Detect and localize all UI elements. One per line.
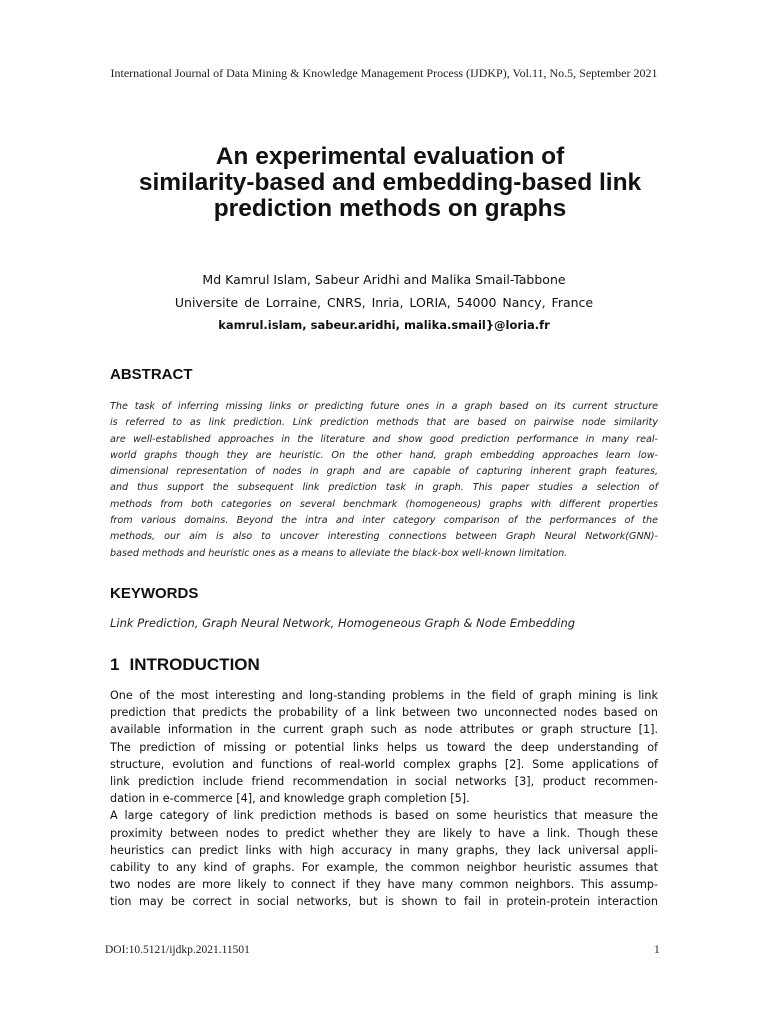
abstract-heading: ABSTRACT [110, 366, 193, 383]
title-line: similarity-based and embedding-based link [138, 169, 642, 196]
keywords-list: Link Prediction, Graph Neural Network, Homogeneous Graph & Node Embedding [110, 616, 576, 630]
introduction-heading [110, 655, 260, 675]
abstract-line: world graphs though they are heuristic. On the other hand, graph embedding approaches learn low- [110, 449, 658, 461]
body-line: dation in e-commerce [4], and knowledge graph completion [5]. [110, 792, 470, 806]
section-title: INTRODUCTION [129, 655, 260, 674]
abstract-line: is referred to as link prediction. Link prediction methods that are based on pairwise node similarity [110, 417, 658, 429]
authors: Md Kamrul Islam, Sabeur Aridhi and Malika Smail-Tabbone [202, 272, 566, 287]
running-header: International Journal of Data Mining & Knowledge Management Process (IJDKP), Vol.11, No.5, September 2021 [110, 66, 658, 80]
abstract-line: The task of inferring missing links or predicting future ones in a graph based on its current structure [110, 401, 658, 412]
body-line: prediction that predicts the probability of a link between two unconnected nodes based on [110, 706, 658, 720]
body-line: tion may be correct in social networks, but is shown to fail in protein-protein interaction [110, 895, 658, 909]
paper-title [90, 144, 690, 222]
abstract-line: and thus support the subsequent link prediction task in graph. This paper studies a selection of [110, 482, 658, 494]
body-line: two nodes are more likely to connect if they have many common neighbors. This assump- [110, 878, 658, 892]
body-line: link prediction include friend recommendation in social networks [3], product recommen- [110, 775, 658, 789]
introduction-body [110, 687, 658, 911]
keywords-heading: KEYWORDS [110, 585, 199, 602]
abstract-line: methods from both categories on several benchmark (homogeneous) graphs with different properties [110, 498, 658, 510]
body-line: structure, evolution and functions of real-world complex graphs [2]. Some applications of [110, 757, 658, 771]
abstract-line: methods, our aim is also to uncover interesting connections between Graph Neural Network(GNN)- [110, 531, 658, 543]
page-number: 1 [654, 944, 660, 956]
affiliation: Universite de Lorraine, CNRS, Inria, LORIA, 54000 Nancy, France [174, 295, 594, 310]
body-line: One of the most interesting and long-standing problems in the field of graph mining is link [110, 689, 658, 702]
body-line: cability to any kind of graphs. For example, the common neighbor heuristic assumes that [110, 861, 658, 875]
body-line: proximity between nodes to predict whether they are likely to have a link. Though these [110, 826, 658, 840]
section-number: 1 [110, 655, 120, 674]
footer-doi: DOI:10.5121/ijdkp.2021.11501 [105, 944, 250, 956]
abstract-line: based methods and heuristic ones as a means to alleviate the black-box well-known limitation. [110, 547, 568, 559]
abstract-body [110, 399, 658, 562]
abstract-line: are well-established approaches in the literature and show good prediction performance in many real- [110, 433, 658, 445]
abstract-line: from various domains. Beyond the intra and inter category comparison of the performances of the [110, 515, 658, 527]
body-line: heuristics can predict links with high accuracy in many graphs, they lack universal appli- [110, 843, 658, 857]
author-emails: kamrul.islam, sabeur.aridhi, malika.smail}@loria.fr [218, 318, 550, 332]
body-line: available information in the current graph such as node attributes or graph structure [1]. [110, 723, 658, 737]
title-line: An experimental evaluation of [215, 143, 565, 170]
body-line: A large category of link prediction methods is based on some heuristics that measure the [110, 809, 658, 823]
abstract-line: dimensional representation of nodes in graph and are capable of capturing inherent graph features, [110, 466, 658, 478]
body-line: The prediction of missing or potential links helps us toward the deep understanding of [110, 740, 658, 754]
title-line: prediction methods on graphs [213, 195, 567, 222]
